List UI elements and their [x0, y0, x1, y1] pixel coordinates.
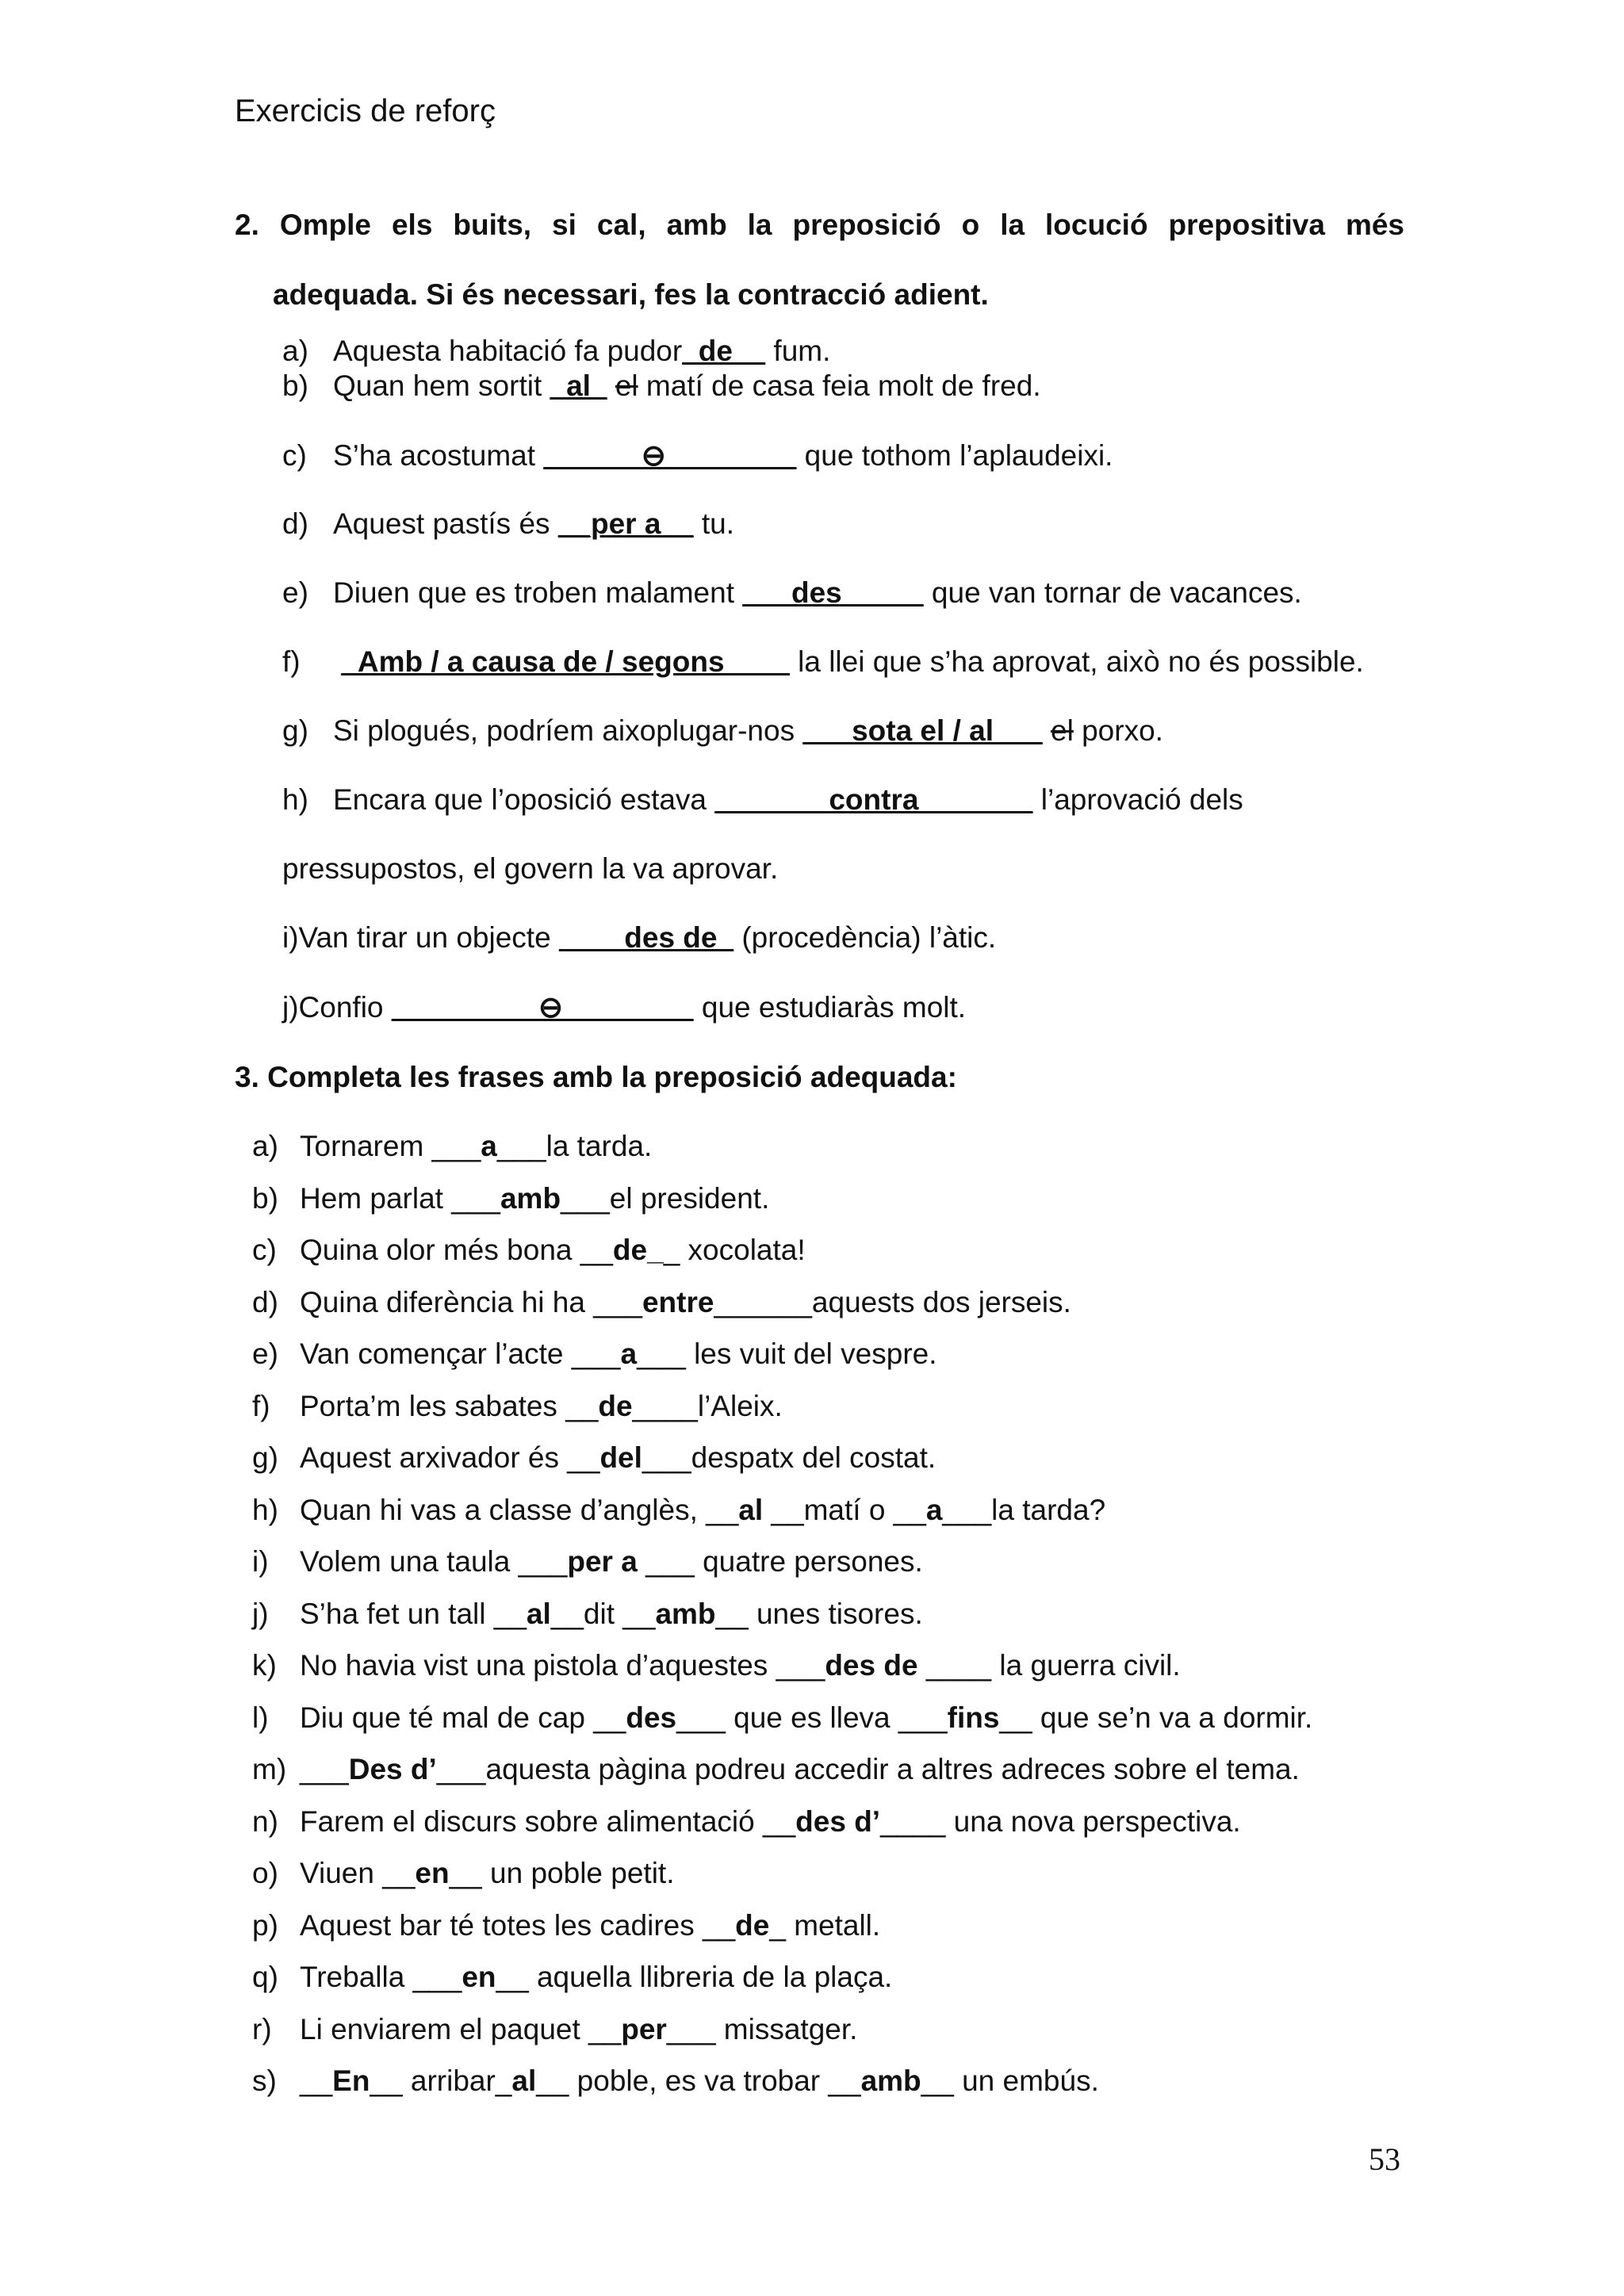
list-item	[252, 1753, 1300, 1786]
sentence-text: Van començar l’acte ___	[300, 1337, 621, 1370]
exercise-2-item-i: i)Van tirar un objecte ____des de_ (procedència) l’àtic.	[282, 921, 997, 954]
title-word: la	[747, 209, 772, 241]
item-label: k)	[252, 1649, 277, 1682]
list-item	[252, 1598, 923, 1631]
list-item	[252, 1961, 892, 1994]
title-word: la	[1000, 209, 1025, 241]
sentence-text: ___ que es lleva ___	[676, 1701, 948, 1734]
section-2-title	[235, 190, 1404, 330]
sentence-text: ___	[300, 1753, 349, 1785]
sentence-text: __ unes tisores.	[715, 1597, 923, 1630]
sentence-text: Quina olor més bona __	[300, 1234, 613, 1266]
title-word: locució	[1045, 209, 1148, 241]
answer: entre	[642, 1285, 714, 1318]
item-label: s)	[252, 2064, 277, 2097]
sentence-text: Hem parlat ___	[300, 1181, 500, 1215]
answer: amb	[860, 2064, 921, 2097]
sentence-text: ___ quatre persones.	[637, 1545, 923, 1578]
title-word: buits,	[453, 209, 532, 241]
sentence-text: ___la tarda.	[496, 1130, 653, 1162]
answer: _Amb / a causa de / segons____	[341, 645, 790, 678]
title-word: els	[391, 209, 433, 241]
sentence-text: Volem una taula ___	[300, 1545, 568, 1578]
answer: _de__	[682, 335, 766, 367]
answer: per a	[567, 1545, 638, 1578]
title-word: si	[552, 209, 576, 241]
answer: _al_	[550, 369, 607, 402]
section-3-title: 3. Completa les frases amb la preposició adequada:	[235, 1061, 957, 1093]
answer: a	[925, 1493, 943, 1526]
sentence-text: __matí o __	[763, 1493, 926, 1526]
title-word: preposició	[792, 209, 941, 241]
sentence-text: ______aquests dos jerseis.	[714, 1285, 1071, 1318]
sentence-text: __dit __	[550, 1597, 656, 1630]
sentence-text: __ que se’n va a dormir.	[999, 1701, 1313, 1734]
answer: des de	[825, 1649, 918, 1682]
exercise-2-item-h-continuation: pressupostos, el govern la va aprovar.	[282, 852, 779, 885]
title-word: més	[1345, 209, 1404, 241]
item-label: i)	[252, 1545, 269, 1578]
answer: per	[621, 2012, 667, 2045]
answer: de	[598, 1389, 633, 1422]
exercise-2-item-b: b) Quan hem sortit _al_ el matí de casa feia molt de fred.	[282, 369, 1041, 402]
exercise-2-item-e: e) Diuen que es troben malament ___des_____ que van tornar de vacances.	[282, 576, 1302, 609]
title-word: Omple	[279, 209, 371, 241]
sentence-text: ___ missatger.	[666, 2012, 858, 2045]
title-word: amb	[666, 209, 727, 241]
sentence-text: ___ les vuit del vespre.	[637, 1337, 937, 1370]
item-label: r)	[252, 2012, 272, 2045]
item-label: b)	[252, 1181, 278, 1215]
sentence-text: Farem el discurs sobre alimentació __	[300, 1804, 796, 1838]
page-header: Exercicis de reforç	[235, 94, 496, 128]
list-item	[252, 1390, 783, 1423]
item-label: j)	[252, 1597, 269, 1630]
list-item	[252, 1857, 675, 1890]
answer: al	[738, 1493, 764, 1526]
sentence-text: Quina diferència hi ha ___	[300, 1285, 642, 1318]
sentence-text: Li enviarem el paquet __	[300, 2012, 622, 2045]
answer: Des d’	[348, 1753, 437, 1785]
list-item	[252, 1234, 806, 1267]
answer: des	[626, 1701, 677, 1734]
item-label: q)	[252, 1961, 278, 1993]
list-item	[252, 1909, 880, 1942]
answer: fins	[947, 1701, 1000, 1734]
answer: al	[526, 1597, 551, 1630]
list-item	[252, 1701, 1312, 1735]
sentence-text: Aquest arxivador és __	[300, 1441, 600, 1474]
sentence-text: __ arribar_	[370, 2064, 512, 2097]
sentence-text: ___despatx del costat.	[642, 1441, 936, 1474]
item-label: h)	[252, 1493, 278, 1526]
list-item	[252, 1337, 937, 1371]
sentence-text: Tornarem ___	[300, 1130, 481, 1162]
answer: amb	[500, 1181, 561, 1215]
sentence-text: S’ha fet un tall __	[300, 1597, 527, 1630]
list-item	[252, 1130, 652, 1163]
item-label: g)	[252, 1441, 278, 1474]
exercise-2-item-f: f) _Amb / a causa de / segons____ la llei que s’ha aprovat, això no és possible.	[282, 645, 1364, 678]
exercise-2-item-c: c) S’ha acostumat ______⊖________ que tothom l’aplaudeixi.	[282, 439, 1113, 472]
list-item	[252, 1286, 1071, 1319]
title-word: o	[961, 209, 980, 241]
answer: a	[481, 1130, 497, 1162]
list-item	[252, 1545, 923, 1578]
sentence-text: ____ la guerra civil.	[917, 1649, 1181, 1682]
answer: _______contra_______	[714, 783, 1033, 816]
struck-word: el	[615, 369, 638, 402]
answer: en	[415, 1857, 450, 1889]
answer: ___sota el / al___	[802, 714, 1043, 747]
item-label: m)	[252, 1753, 287, 1785]
answer: de_	[612, 1234, 664, 1266]
sentence-text: __ un embús.	[921, 2064, 1099, 2097]
sentence-text: __ un poble petit.	[449, 1857, 675, 1889]
answer: __per a__	[557, 507, 694, 540]
list-item	[252, 1805, 1241, 1839]
sentence-text: Porta’m les sabates __	[300, 1389, 599, 1422]
exercise-2-item-g: g) Si plogués, podríem aixoplugar-nos ___sota el / al___ el porxo.	[282, 714, 1163, 747]
list-item	[252, 1494, 1105, 1527]
item-label: c)	[252, 1234, 277, 1266]
exercise-2-item-d: d) Aquest pastís és __per a__ tu.	[282, 507, 734, 540]
sentence-text: Diu que té mal de cap __	[300, 1701, 626, 1734]
exercise-2-item-j: j)Confio _________⊖________ que estudiaràs molt.	[282, 991, 967, 1024]
answer: ____des de_	[558, 921, 734, 954]
item-label: o)	[252, 1857, 278, 1889]
answer: _________⊖________	[391, 991, 694, 1024]
item-label: l)	[252, 1701, 269, 1734]
item-label: f)	[252, 1389, 270, 1422]
sentence-text: _ xocolata!	[663, 1234, 806, 1266]
list-item	[252, 1441, 936, 1475]
list-item	[252, 2013, 857, 2046]
title-word: prepositiva	[1168, 209, 1325, 241]
answer: des d’	[795, 1804, 881, 1838]
sentence-text: __ poble, es va trobar __	[536, 2064, 861, 2097]
section-2-title-line-1	[235, 190, 1404, 260]
section-2-title-line-2: adequada. Si és necessari, fes la contracció adient.	[273, 278, 989, 311]
answer: En	[332, 2064, 370, 2097]
item-label: n)	[252, 1804, 278, 1838]
sentence-text: _ metall.	[769, 1908, 881, 1942]
answer: del	[599, 1441, 642, 1474]
item-label: e)	[252, 1337, 278, 1370]
answer: ______⊖________	[543, 439, 797, 472]
title-word: 2.	[235, 209, 259, 241]
exercise-2-item-h: h) Encara que l’oposició estava _______contra_______ l’aprovació dels	[282, 783, 1243, 816]
answer: de	[735, 1908, 770, 1942]
item-label: a)	[252, 1130, 278, 1162]
sentence-text: Treballa ___	[300, 1961, 462, 1993]
sentence-text: ____ una nova perspectiva.	[880, 1804, 1241, 1838]
sentence-text: __	[300, 2064, 333, 2097]
sentence-text: Aquest bar té totes les cadires __	[300, 1908, 736, 1942]
item-label: d)	[252, 1285, 278, 1318]
sentence-text: No havia vist una pistola d’aquestes ___	[300, 1649, 825, 1682]
sentence-text: ___la tarda?	[942, 1493, 1106, 1526]
answer: amb	[655, 1597, 716, 1630]
list-item	[252, 2064, 1099, 2098]
answer: en	[462, 1961, 496, 1993]
answer: a	[620, 1337, 638, 1370]
title-word: cal,	[596, 209, 646, 241]
page-number: 53	[1369, 2141, 1400, 2177]
sentence-text: ___el president.	[561, 1181, 770, 1215]
struck-word: el	[1051, 714, 1074, 747]
answer: al	[511, 2064, 537, 2097]
exercise-2-item-a: a) Aquesta habitació fa pudor_de__ fum.	[282, 335, 831, 367]
sentence-text: ____l’Aleix.	[632, 1389, 783, 1422]
item-label: p)	[252, 1908, 278, 1942]
answer: ___des_____	[742, 576, 924, 609]
list-item	[252, 1649, 1181, 1682]
list-item	[252, 1182, 769, 1215]
sentence-text: __ aquella llibreria de la plaça.	[496, 1961, 893, 1993]
sentence-text: Quan hi vas a classe d’anglès, __	[300, 1493, 739, 1526]
sentence-text: Viuen __	[300, 1857, 416, 1889]
sentence-text: ___aquesta pàgina podreu accedir a altres adreces sobre el tema.	[436, 1753, 1300, 1785]
